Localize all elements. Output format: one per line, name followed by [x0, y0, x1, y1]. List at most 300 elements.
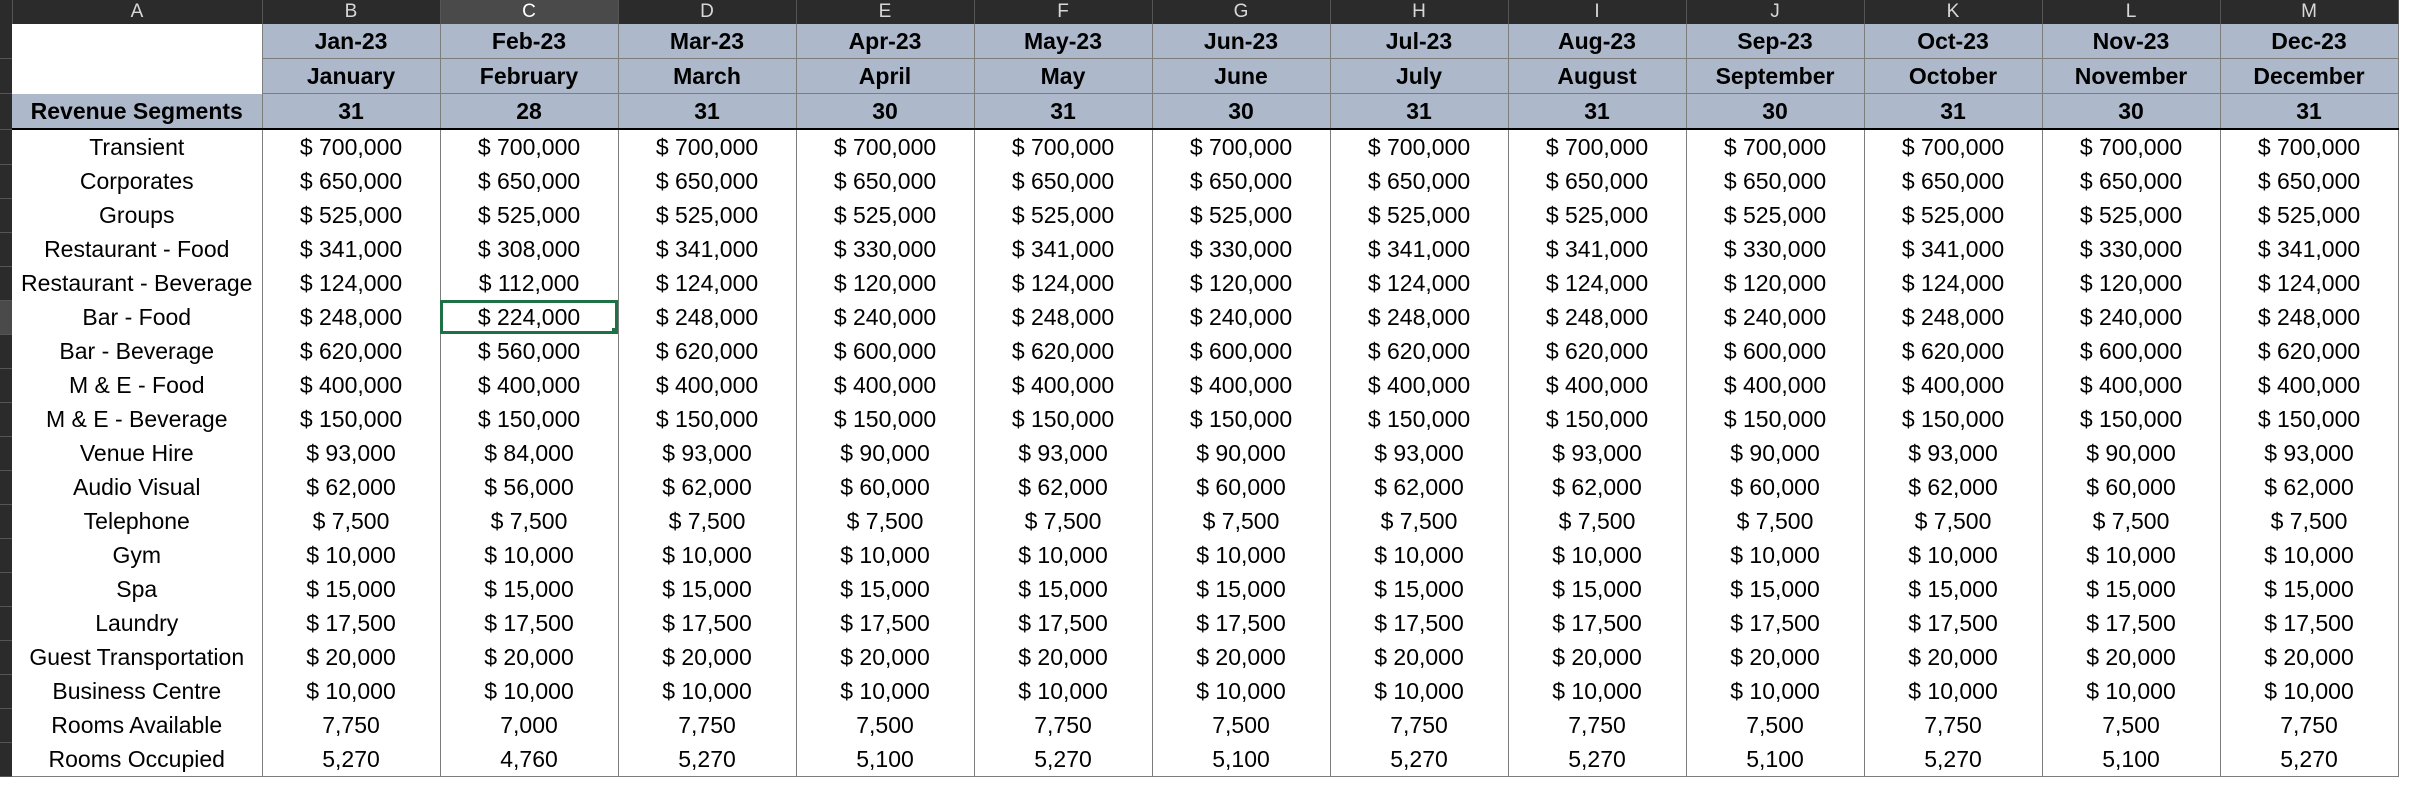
month-long-header[interactable]: June	[1152, 59, 1330, 94]
value-cell[interactable]: $ 150,000	[2220, 402, 2398, 436]
column-header-k[interactable]: K	[1864, 0, 2042, 24]
value-cell[interactable]: $ 7,500	[1152, 504, 1330, 538]
value-cell[interactable]: $ 7,500	[974, 504, 1152, 538]
value-cell[interactable]: $ 7,500	[262, 504, 440, 538]
value-cell[interactable]: $ 341,000	[618, 232, 796, 266]
column-header-c[interactable]: C	[440, 0, 618, 24]
value-cell[interactable]: $ 10,000	[618, 538, 796, 572]
value-cell[interactable]: $ 90,000	[2042, 436, 2220, 470]
value-cell[interactable]: $ 240,000	[796, 300, 974, 334]
value-cell[interactable]: 7,000	[440, 708, 618, 742]
row-number[interactable]	[0, 24, 12, 59]
value-cell[interactable]: $ 20,000	[1864, 640, 2042, 674]
value-cell[interactable]: 5,270	[1508, 742, 1686, 777]
value-cell[interactable]: $ 620,000	[618, 334, 796, 368]
value-cell[interactable]: $ 7,500	[796, 504, 974, 538]
row-number[interactable]	[0, 572, 12, 606]
value-cell[interactable]: $ 93,000	[974, 436, 1152, 470]
value-cell[interactable]: $ 700,000	[618, 129, 796, 164]
value-cell[interactable]: $ 124,000	[2220, 266, 2398, 300]
value-cell[interactable]: $ 7,500	[2220, 504, 2398, 538]
month-long-header[interactable]: July	[1330, 59, 1508, 94]
value-cell[interactable]: 7,750	[974, 708, 1152, 742]
value-cell[interactable]: $ 150,000	[1330, 402, 1508, 436]
value-cell[interactable]: $ 7,500	[1864, 504, 2042, 538]
value-cell[interactable]: $ 124,000	[1508, 266, 1686, 300]
value-cell[interactable]: $ 62,000	[974, 470, 1152, 504]
value-cell[interactable]: $ 124,000	[974, 266, 1152, 300]
value-cell[interactable]: $ 650,000	[1864, 164, 2042, 198]
value-cell[interactable]: $ 17,500	[1508, 606, 1686, 640]
value-cell[interactable]: $ 650,000	[618, 164, 796, 198]
segment-name-cell[interactable]: Laundry	[12, 606, 262, 640]
value-cell[interactable]: 7,500	[1152, 708, 1330, 742]
month-long-header[interactable]: October	[1864, 59, 2042, 94]
value-cell[interactable]: $ 650,000	[1686, 164, 1864, 198]
value-cell[interactable]: $ 15,000	[1508, 572, 1686, 606]
segment-name-cell[interactable]: Telephone	[12, 504, 262, 538]
value-cell[interactable]: $ 650,000	[974, 164, 1152, 198]
value-cell[interactable]: $ 124,000	[1330, 266, 1508, 300]
value-cell[interactable]: 7,750	[262, 708, 440, 742]
value-cell[interactable]: $ 17,500	[440, 606, 618, 640]
value-cell[interactable]: $ 600,000	[796, 334, 974, 368]
value-cell[interactable]: $ 341,000	[1330, 232, 1508, 266]
column-header-d[interactable]: D	[618, 0, 796, 24]
value-cell[interactable]: $ 525,000	[1330, 198, 1508, 232]
value-cell[interactable]: $ 10,000	[974, 538, 1152, 572]
value-cell[interactable]: $ 120,000	[796, 266, 974, 300]
value-cell[interactable]: $ 248,000	[1864, 300, 2042, 334]
segment-name-cell[interactable]: Business Centre	[12, 674, 262, 708]
month-long-header[interactable]: September	[1686, 59, 1864, 94]
value-cell[interactable]: $ 10,000	[1864, 538, 2042, 572]
value-cell[interactable]: $ 20,000	[2042, 640, 2220, 674]
row-number[interactable]	[0, 266, 12, 300]
value-cell[interactable]: $ 84,000	[440, 436, 618, 470]
value-cell[interactable]: $ 248,000	[974, 300, 1152, 334]
value-cell[interactable]: $ 10,000	[262, 674, 440, 708]
column-header-l[interactable]: L	[2042, 0, 2220, 24]
value-cell[interactable]: 5,270	[618, 742, 796, 777]
value-cell[interactable]: $ 60,000	[796, 470, 974, 504]
value-cell[interactable]: $ 600,000	[1152, 334, 1330, 368]
days-in-month-header[interactable]: 28	[440, 94, 618, 130]
value-cell[interactable]: $ 700,000	[2042, 129, 2220, 164]
days-in-month-header[interactable]: 30	[1686, 94, 1864, 130]
value-cell[interactable]: $ 650,000	[440, 164, 618, 198]
value-cell[interactable]: $ 7,500	[1330, 504, 1508, 538]
month-long-header[interactable]: November	[2042, 59, 2220, 94]
value-cell[interactable]: $ 700,000	[440, 129, 618, 164]
value-cell[interactable]: $ 10,000	[1152, 674, 1330, 708]
days-in-month-header[interactable]: 31	[2220, 94, 2398, 130]
value-cell[interactable]: $ 560,000	[440, 334, 618, 368]
value-cell[interactable]: $ 15,000	[1330, 572, 1508, 606]
row-number[interactable]	[0, 164, 12, 198]
value-cell[interactable]: $ 20,000	[618, 640, 796, 674]
segment-name-cell[interactable]: Groups	[12, 198, 262, 232]
value-cell[interactable]: $ 10,000	[262, 538, 440, 572]
value-cell[interactable]: $ 650,000	[2042, 164, 2220, 198]
value-cell[interactable]: $ 400,000	[618, 368, 796, 402]
value-cell[interactable]: $ 20,000	[1686, 640, 1864, 674]
month-short-header[interactable]: Dec-23	[2220, 24, 2398, 59]
month-short-header[interactable]: Nov-23	[2042, 24, 2220, 59]
value-cell[interactable]: $ 17,500	[2220, 606, 2398, 640]
value-cell[interactable]: $ 10,000	[440, 674, 618, 708]
value-cell[interactable]: $ 93,000	[2220, 436, 2398, 470]
value-cell[interactable]: $ 600,000	[2042, 334, 2220, 368]
value-cell[interactable]: $ 700,000	[2220, 129, 2398, 164]
row-number[interactable]	[0, 708, 12, 742]
value-cell[interactable]: $ 124,000	[618, 266, 796, 300]
value-cell[interactable]: $ 700,000	[1508, 129, 1686, 164]
value-cell[interactable]: 5,270	[1864, 742, 2042, 777]
value-cell[interactable]: $ 120,000	[1152, 266, 1330, 300]
value-cell[interactable]: $ 20,000	[440, 640, 618, 674]
value-cell[interactable]: $ 308,000	[440, 232, 618, 266]
month-long-header[interactable]: March	[618, 59, 796, 94]
cell-a2-blank[interactable]	[12, 59, 262, 94]
value-cell[interactable]: $ 124,000	[1864, 266, 2042, 300]
row-number[interactable]	[0, 538, 12, 572]
value-cell[interactable]: $ 10,000	[1152, 538, 1330, 572]
value-cell[interactable]: $ 620,000	[1508, 334, 1686, 368]
value-cell[interactable]: $ 525,000	[974, 198, 1152, 232]
value-cell[interactable]: $ 620,000	[1330, 334, 1508, 368]
column-header-e[interactable]: E	[796, 0, 974, 24]
value-cell[interactable]: $ 150,000	[796, 402, 974, 436]
row-number[interactable]	[0, 504, 12, 538]
value-cell[interactable]: 5,100	[1686, 742, 1864, 777]
month-short-header[interactable]: Jun-23	[1152, 24, 1330, 59]
value-cell[interactable]: $ 525,000	[440, 198, 618, 232]
value-cell[interactable]: $ 17,500	[2042, 606, 2220, 640]
value-cell[interactable]: $ 150,000	[1864, 402, 2042, 436]
value-cell[interactable]: $ 93,000	[1330, 436, 1508, 470]
value-cell[interactable]: $ 90,000	[796, 436, 974, 470]
value-cell[interactable]: $ 60,000	[2042, 470, 2220, 504]
value-cell[interactable]: $ 15,000	[440, 572, 618, 606]
value-cell[interactable]: $ 15,000	[2042, 572, 2220, 606]
value-cell[interactable]: $ 330,000	[2042, 232, 2220, 266]
days-in-month-header[interactable]: 31	[262, 94, 440, 130]
days-in-month-header[interactable]: 31	[974, 94, 1152, 130]
value-cell[interactable]: $ 93,000	[262, 436, 440, 470]
value-cell[interactable]: $ 10,000	[1864, 674, 2042, 708]
value-cell[interactable]: $ 700,000	[796, 129, 974, 164]
value-cell[interactable]: 5,100	[796, 742, 974, 777]
days-in-month-header[interactable]: 31	[1508, 94, 1686, 130]
row-number[interactable]	[0, 640, 12, 674]
value-cell[interactable]: $ 400,000	[2220, 368, 2398, 402]
value-cell[interactable]: $ 20,000	[1508, 640, 1686, 674]
value-cell[interactable]: 7,750	[1330, 708, 1508, 742]
value-cell[interactable]: $ 62,000	[1330, 470, 1508, 504]
value-cell[interactable]: $ 62,000	[618, 470, 796, 504]
value-cell[interactable]: $ 400,000	[1508, 368, 1686, 402]
value-cell[interactable]: $ 400,000	[440, 368, 618, 402]
row-number[interactable]	[0, 198, 12, 232]
value-cell[interactable]: $ 15,000	[618, 572, 796, 606]
value-cell[interactable]: $ 525,000	[618, 198, 796, 232]
value-cell[interactable]: $ 525,000	[1864, 198, 2042, 232]
value-cell[interactable]: $ 525,000	[2042, 198, 2220, 232]
value-cell[interactable]: $ 120,000	[1686, 266, 1864, 300]
value-cell[interactable]: $ 93,000	[1864, 436, 2042, 470]
value-cell[interactable]: $ 10,000	[1686, 674, 1864, 708]
value-cell[interactable]: $ 525,000	[796, 198, 974, 232]
days-in-month-header[interactable]: 30	[2042, 94, 2220, 130]
value-cell[interactable]: $ 150,000	[2042, 402, 2220, 436]
value-cell[interactable]: $ 620,000	[262, 334, 440, 368]
month-long-header[interactable]: August	[1508, 59, 1686, 94]
value-cell[interactable]: $ 7,500	[2042, 504, 2220, 538]
value-cell[interactable]: $ 341,000	[262, 232, 440, 266]
segment-name-cell[interactable]: Audio Visual	[12, 470, 262, 504]
value-cell[interactable]: $ 10,000	[440, 538, 618, 572]
value-cell[interactable]: $ 62,000	[262, 470, 440, 504]
value-cell[interactable]: $ 124,000	[262, 266, 440, 300]
row-number[interactable]	[0, 368, 12, 402]
row-number[interactable]	[0, 300, 12, 334]
value-cell[interactable]: $ 248,000	[2220, 300, 2398, 334]
segment-name-cell[interactable]: Restaurant - Beverage	[12, 266, 262, 300]
value-cell[interactable]: $ 10,000	[796, 674, 974, 708]
value-cell[interactable]: $ 7,500	[618, 504, 796, 538]
value-cell[interactable]: $ 15,000	[1152, 572, 1330, 606]
value-cell[interactable]: $ 17,500	[1330, 606, 1508, 640]
column-header-b[interactable]: B	[262, 0, 440, 24]
value-cell[interactable]: $ 15,000	[262, 572, 440, 606]
row-number[interactable]	[0, 674, 12, 708]
month-short-header[interactable]: Oct-23	[1864, 24, 2042, 59]
value-cell[interactable]: $ 400,000	[262, 368, 440, 402]
value-cell[interactable]: $ 341,000	[1508, 232, 1686, 266]
segment-name-cell[interactable]: Corporates	[12, 164, 262, 198]
value-cell[interactable]: 5,270	[2220, 742, 2398, 777]
segment-name-cell[interactable]: Bar - Beverage	[12, 334, 262, 368]
value-cell[interactable]: $ 20,000	[1152, 640, 1330, 674]
row-number[interactable]	[0, 436, 12, 470]
value-cell[interactable]: $ 400,000	[974, 368, 1152, 402]
value-cell[interactable]: $ 120,000	[2042, 266, 2220, 300]
column-header-j[interactable]: J	[1686, 0, 1864, 24]
month-short-header[interactable]: Jan-23	[262, 24, 440, 59]
value-cell[interactable]: $ 341,000	[1864, 232, 2042, 266]
value-cell[interactable]: $ 90,000	[1686, 436, 1864, 470]
month-long-header[interactable]: December	[2220, 59, 2398, 94]
value-cell[interactable]: $ 150,000	[262, 402, 440, 436]
value-cell[interactable]: 4,760	[440, 742, 618, 777]
value-cell[interactable]: $ 20,000	[262, 640, 440, 674]
value-cell[interactable]: $ 400,000	[1330, 368, 1508, 402]
column-header-a[interactable]: A	[12, 0, 262, 24]
value-cell[interactable]: $ 10,000	[796, 538, 974, 572]
value-cell[interactable]: $ 93,000	[1508, 436, 1686, 470]
value-cell[interactable]: 7,750	[2220, 708, 2398, 742]
value-cell[interactable]: 7,500	[796, 708, 974, 742]
segment-name-cell[interactable]: M & E - Beverage	[12, 402, 262, 436]
cell-a1-blank[interactable]	[12, 24, 262, 59]
value-cell[interactable]: $ 330,000	[796, 232, 974, 266]
row-number[interactable]	[0, 94, 12, 130]
row-number[interactable]	[0, 606, 12, 640]
value-cell[interactable]: $ 60,000	[1152, 470, 1330, 504]
segment-name-cell[interactable]: Venue Hire	[12, 436, 262, 470]
month-short-header[interactable]: Aug-23	[1508, 24, 1686, 59]
month-short-header[interactable]: Jul-23	[1330, 24, 1508, 59]
value-cell[interactable]: $ 7,500	[440, 504, 618, 538]
days-in-month-header[interactable]: 31	[1864, 94, 2042, 130]
value-cell[interactable]: $ 600,000	[1686, 334, 1864, 368]
value-cell[interactable]: $ 15,000	[974, 572, 1152, 606]
value-cell[interactable]: $ 525,000	[2220, 198, 2398, 232]
value-cell[interactable]: 5,100	[1152, 742, 1330, 777]
value-cell[interactable]: $ 17,500	[1152, 606, 1330, 640]
value-cell[interactable]: 7,750	[1864, 708, 2042, 742]
segment-name-cell[interactable]: Restaurant - Food	[12, 232, 262, 266]
month-long-header[interactable]: February	[440, 59, 618, 94]
value-cell[interactable]: $ 700,000	[1686, 129, 1864, 164]
month-short-header[interactable]: May-23	[974, 24, 1152, 59]
value-cell[interactable]: $ 93,000	[618, 436, 796, 470]
value-cell[interactable]: $ 400,000	[1864, 368, 2042, 402]
column-header-m[interactable]: M	[2220, 0, 2398, 24]
row-number[interactable]	[0, 129, 12, 164]
value-cell[interactable]: $ 240,000	[1686, 300, 1864, 334]
value-cell[interactable]: $ 700,000	[262, 129, 440, 164]
value-cell[interactable]: $ 150,000	[974, 402, 1152, 436]
value-cell[interactable]: $ 341,000	[974, 232, 1152, 266]
row-number[interactable]	[0, 402, 12, 436]
value-cell[interactable]: $ 248,000	[262, 300, 440, 334]
value-cell[interactable]: $ 20,000	[974, 640, 1152, 674]
row-number[interactable]	[0, 470, 12, 504]
value-cell[interactable]: $ 15,000	[1686, 572, 1864, 606]
value-cell[interactable]: $ 17,500	[974, 606, 1152, 640]
value-cell[interactable]: $ 650,000	[1330, 164, 1508, 198]
select-all-corner[interactable]	[0, 0, 12, 24]
value-cell[interactable]: $ 62,000	[2220, 470, 2398, 504]
value-cell[interactable]: $ 400,000	[2042, 368, 2220, 402]
value-cell[interactable]: $ 10,000	[1508, 538, 1686, 572]
month-long-header[interactable]: April	[796, 59, 974, 94]
value-cell[interactable]: $ 700,000	[1864, 129, 2042, 164]
column-header-i[interactable]: I	[1508, 0, 1686, 24]
value-cell[interactable]: $ 112,000	[440, 266, 618, 300]
value-cell[interactable]: $ 150,000	[1508, 402, 1686, 436]
value-cell[interactable]: $ 400,000	[1152, 368, 1330, 402]
value-cell[interactable]: $ 400,000	[796, 368, 974, 402]
value-cell[interactable]: $ 17,500	[1686, 606, 1864, 640]
value-cell[interactable]: $ 10,000	[2042, 674, 2220, 708]
value-cell[interactable]: $ 17,500	[796, 606, 974, 640]
value-cell[interactable]: $ 20,000	[1330, 640, 1508, 674]
column-header-h[interactable]: H	[1330, 0, 1508, 24]
value-cell[interactable]: $ 700,000	[1152, 129, 1330, 164]
value-cell[interactable]: $ 330,000	[1152, 232, 1330, 266]
value-cell[interactable]: $ 17,500	[262, 606, 440, 640]
segment-name-cell[interactable]: Rooms Available	[12, 708, 262, 742]
value-cell[interactable]: $ 150,000	[1152, 402, 1330, 436]
value-cell[interactable]: $ 650,000	[1508, 164, 1686, 198]
revenue-segments-header[interactable]: Revenue Segments	[12, 94, 262, 130]
row-number[interactable]	[0, 334, 12, 368]
month-long-header[interactable]: January	[262, 59, 440, 94]
column-header-f[interactable]: F	[974, 0, 1152, 24]
segment-name-cell[interactable]: Rooms Occupied	[12, 742, 262, 777]
value-cell[interactable]: $ 10,000	[2042, 538, 2220, 572]
value-cell[interactable]: $ 20,000	[2220, 640, 2398, 674]
value-cell[interactable]: $ 150,000	[618, 402, 796, 436]
value-cell[interactable]: $ 10,000	[618, 674, 796, 708]
segment-name-cell[interactable]: Bar - Food	[12, 300, 262, 334]
value-cell[interactable]: 5,100	[2042, 742, 2220, 777]
value-cell[interactable]: $ 10,000	[1686, 538, 1864, 572]
value-cell[interactable]: $ 330,000	[1686, 232, 1864, 266]
days-in-month-header[interactable]: 31	[618, 94, 796, 130]
row-number[interactable]	[0, 59, 12, 94]
segment-name-cell[interactable]: M & E - Food	[12, 368, 262, 402]
value-cell[interactable]: $ 525,000	[262, 198, 440, 232]
row-number[interactable]	[0, 232, 12, 266]
value-cell[interactable]: $ 341,000	[2220, 232, 2398, 266]
value-cell[interactable]: 5,270	[974, 742, 1152, 777]
segment-name-cell[interactable]: Transient	[12, 129, 262, 164]
value-cell[interactable]: $ 620,000	[974, 334, 1152, 368]
row-number[interactable]	[0, 742, 12, 777]
value-cell[interactable]: $ 700,000	[1330, 129, 1508, 164]
month-short-header[interactable]: Sep-23	[1686, 24, 1864, 59]
value-cell[interactable]: $ 7,500	[1686, 504, 1864, 538]
days-in-month-header[interactable]: 31	[1330, 94, 1508, 130]
value-cell[interactable]: $ 62,000	[1864, 470, 2042, 504]
value-cell[interactable]: $ 17,500	[618, 606, 796, 640]
days-in-month-header[interactable]: 30	[796, 94, 974, 130]
value-cell[interactable]: $ 150,000	[1686, 402, 1864, 436]
month-short-header[interactable]: Feb-23	[440, 24, 618, 59]
value-cell[interactable]: $ 15,000	[1864, 572, 2042, 606]
segment-name-cell[interactable]: Guest Transportation	[12, 640, 262, 674]
value-cell[interactable]: $ 10,000	[1508, 674, 1686, 708]
value-cell[interactable]: 7,500	[1686, 708, 1864, 742]
value-cell[interactable]: $ 620,000	[1864, 334, 2042, 368]
value-cell[interactable]: $ 56,000	[440, 470, 618, 504]
value-cell[interactable]: $ 10,000	[2220, 674, 2398, 708]
value-cell[interactable]: $ 90,000	[1152, 436, 1330, 470]
value-cell[interactable]: $ 525,000	[1686, 198, 1864, 232]
days-in-month-header[interactable]: 30	[1152, 94, 1330, 130]
month-short-header[interactable]: Apr-23	[796, 24, 974, 59]
value-cell[interactable]: 7,500	[2042, 708, 2220, 742]
value-cell[interactable]: $ 650,000	[1152, 164, 1330, 198]
column-header-g[interactable]: G	[1152, 0, 1330, 24]
value-cell[interactable]: $ 10,000	[1330, 674, 1508, 708]
value-cell[interactable]: $ 62,000	[1508, 470, 1686, 504]
value-cell[interactable]: $ 240,000	[2042, 300, 2220, 334]
value-cell[interactable]: $ 620,000	[2220, 334, 2398, 368]
value-cell[interactable]: 7,750	[618, 708, 796, 742]
value-cell[interactable]: $ 700,000	[974, 129, 1152, 164]
active-cell[interactable]: $ 224,000	[440, 300, 618, 334]
segment-name-cell[interactable]: Gym	[12, 538, 262, 572]
value-cell[interactable]: $ 60,000	[1686, 470, 1864, 504]
value-cell[interactable]: $ 10,000	[974, 674, 1152, 708]
value-cell[interactable]: $ 17,500	[1864, 606, 2042, 640]
value-cell[interactable]: $ 400,000	[1686, 368, 1864, 402]
